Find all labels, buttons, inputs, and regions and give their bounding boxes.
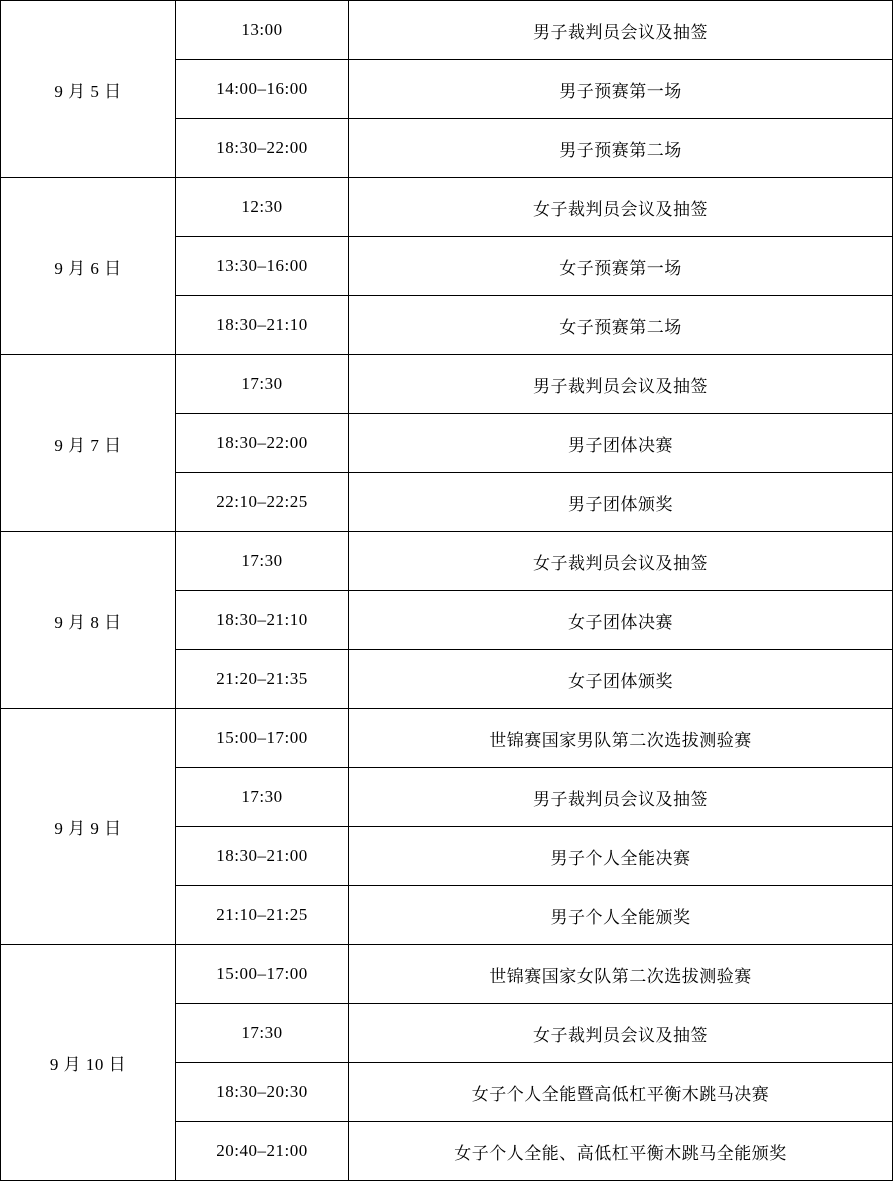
schedule-time-cell: 18:30–21:10 [176, 591, 349, 650]
schedule-date-cell: 9 月 8 日 [1, 532, 176, 709]
schedule-event-cell: 女子裁判员会议及抽签 [349, 178, 893, 237]
schedule-event-cell: 男子预赛第一场 [349, 60, 893, 119]
schedule-event-cell: 男子预赛第二场 [349, 119, 893, 178]
schedule-event-cell: 世锦赛国家女队第二次选拔测验赛 [349, 945, 893, 1004]
schedule-date-cell: 9 月 9 日 [1, 709, 176, 945]
schedule-event-cell: 女子预赛第一场 [349, 237, 893, 296]
schedule-event-cell: 女子个人全能、高低杠平衡木跳马全能颁奖 [349, 1122, 893, 1181]
table-row [1, 178, 893, 237]
schedule-event-cell: 女子裁判员会议及抽签 [349, 1004, 893, 1063]
schedule-time-cell: 14:00–16:00 [176, 60, 349, 119]
table-row [1, 532, 893, 591]
schedule-table-body [1, 1, 893, 1181]
table-row [1, 945, 893, 1004]
schedule-event-cell: 女子个人全能暨高低杠平衡木跳马决赛 [349, 1063, 893, 1122]
schedule-time-cell: 17:30 [176, 1004, 349, 1063]
schedule-event-cell: 男子个人全能颁奖 [349, 886, 893, 945]
schedule-time-cell: 18:30–22:00 [176, 414, 349, 473]
schedule-time-cell: 17:30 [176, 768, 349, 827]
schedule-event-cell: 男子裁判员会议及抽签 [349, 768, 893, 827]
schedule-event-cell: 男子裁判员会议及抽签 [349, 1, 893, 60]
schedule-event-cell: 世锦赛国家男队第二次选拔测验赛 [349, 709, 893, 768]
schedule-time-cell: 22:10–22:25 [176, 473, 349, 532]
schedule-time-cell: 17:30 [176, 532, 349, 591]
schedule-date-cell: 9 月 6 日 [1, 178, 176, 355]
schedule-time-cell: 20:40–21:00 [176, 1122, 349, 1181]
schedule-event-cell: 男子团体决赛 [349, 414, 893, 473]
schedule-time-cell: 18:30–22:00 [176, 119, 349, 178]
schedule-date-cell: 9 月 7 日 [1, 355, 176, 532]
schedule-time-cell: 17:30 [176, 355, 349, 414]
schedule-event-cell: 男子裁判员会议及抽签 [349, 355, 893, 414]
table-row [1, 709, 893, 768]
schedule-time-cell: 21:20–21:35 [176, 650, 349, 709]
schedule-time-cell: 13:00 [176, 1, 349, 60]
schedule-time-cell: 13:30–16:00 [176, 237, 349, 296]
schedule-time-cell: 15:00–17:00 [176, 945, 349, 1004]
schedule-event-cell: 女子团体颁奖 [349, 650, 893, 709]
table-row [1, 1, 893, 60]
schedule-date-cell: 9 月 5 日 [1, 1, 176, 178]
schedule-event-cell: 女子团体决赛 [349, 591, 893, 650]
schedule-time-cell: 18:30–21:00 [176, 827, 349, 886]
table-row [1, 355, 893, 414]
schedule-time-cell: 18:30–21:10 [176, 296, 349, 355]
schedule-event-cell: 男子个人全能决赛 [349, 827, 893, 886]
schedule-time-cell: 15:00–17:00 [176, 709, 349, 768]
schedule-event-cell: 女子预赛第二场 [349, 296, 893, 355]
schedule-event-cell: 女子裁判员会议及抽签 [349, 532, 893, 591]
schedule-date-cell: 9 月 10 日 [1, 945, 176, 1181]
schedule-time-cell: 18:30–20:30 [176, 1063, 349, 1122]
schedule-event-cell: 男子团体颁奖 [349, 473, 893, 532]
schedule-time-cell: 21:10–21:25 [176, 886, 349, 945]
schedule-time-cell: 12:30 [176, 178, 349, 237]
